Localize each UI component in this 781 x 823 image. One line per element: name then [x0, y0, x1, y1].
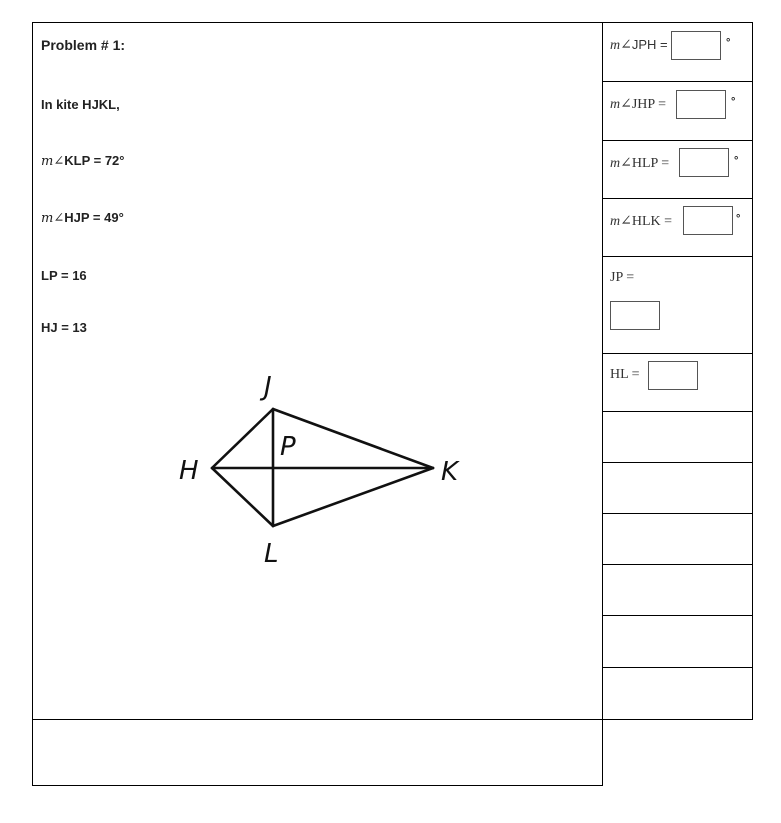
measure-symbol: m	[610, 38, 621, 53]
degree-unit: °	[726, 37, 731, 49]
kite-side-lh	[212, 468, 273, 526]
answer-label-jph-text: JPH =	[631, 37, 668, 52]
angle-symbol: ∠	[620, 214, 632, 229]
kite-side-kl	[273, 468, 433, 526]
answer-label-hlk	[610, 213, 672, 230]
answer-cell-jhp	[602, 81, 753, 141]
answer-label-hlp	[610, 155, 669, 172]
vertex-label-j: J	[264, 372, 272, 402]
problem-title: Problem # 1:	[41, 37, 126, 53]
answer-label-hl: HL =	[610, 367, 640, 382]
measure-symbol: m	[610, 156, 621, 171]
angle-symbol: ∠	[620, 97, 632, 112]
kite-side-hj	[212, 409, 273, 468]
answer-label-jhp	[610, 96, 666, 113]
measure-symbol: m	[610, 214, 621, 229]
given-length-lp: LP = 16	[41, 268, 87, 283]
angle-symbol: ∠	[620, 156, 632, 171]
degree-unit: °	[734, 155, 739, 167]
empty-answer-cell	[602, 615, 753, 668]
degree-unit: °	[731, 96, 736, 108]
empty-answer-cell	[602, 513, 753, 565]
given-angle-hjp	[41, 210, 124, 226]
answer-label-jhp-text: JHP =	[631, 97, 667, 112]
answer-cell-jph	[602, 22, 753, 82]
vertex-label-p: P	[280, 432, 296, 462]
answer-cell-hlp	[602, 140, 753, 199]
answer-cell-hlk	[602, 198, 753, 257]
answer-input-hl[interactable]	[648, 361, 698, 390]
answer-label-hlk-text: HLK =	[631, 214, 673, 229]
kite-diagram	[163, 358, 483, 578]
answer-input-hlp[interactable]	[679, 148, 729, 177]
bottom-empty-panel	[32, 719, 603, 786]
answer-input-hlk[interactable]	[683, 206, 733, 235]
empty-answer-cell	[602, 462, 753, 514]
answer-input-jph[interactable]	[671, 31, 721, 60]
angle-symbol: ∠	[53, 211, 65, 226]
empty-answer-cell	[602, 667, 753, 720]
vertex-label-k: K	[441, 457, 459, 487]
vertex-label-h: H	[179, 456, 199, 486]
answer-label-jp: JP =	[610, 270, 635, 285]
vertex-label-l: L	[264, 539, 279, 569]
given-angle-klp	[41, 153, 124, 169]
answer-cell-hl	[602, 353, 753, 412]
kite-side-jk	[273, 409, 433, 468]
answer-cell-jp	[602, 256, 753, 354]
answer-label-jph	[610, 37, 668, 54]
measure-symbol: m	[41, 211, 54, 226]
angle-symbol: ∠	[53, 154, 65, 169]
problem-panel	[32, 22, 603, 720]
answer-input-jhp[interactable]	[676, 90, 726, 119]
angle-symbol: ∠	[620, 38, 632, 53]
answer-input-jp[interactable]	[610, 301, 660, 330]
given-length-hj: HJ = 13	[41, 320, 87, 335]
measure-symbol: m	[41, 154, 54, 169]
problem-intro: In kite HJKL,	[41, 97, 120, 112]
empty-answer-cell	[602, 411, 753, 463]
answer-label-hlp-text: HLP =	[631, 156, 670, 171]
empty-answer-cell	[602, 564, 753, 616]
degree-unit: °	[736, 213, 741, 225]
given-angle-hjp-text: HJP = 49°	[64, 210, 124, 225]
given-angle-klp-text: KLP = 72°	[64, 153, 125, 168]
measure-symbol: m	[610, 97, 621, 112]
